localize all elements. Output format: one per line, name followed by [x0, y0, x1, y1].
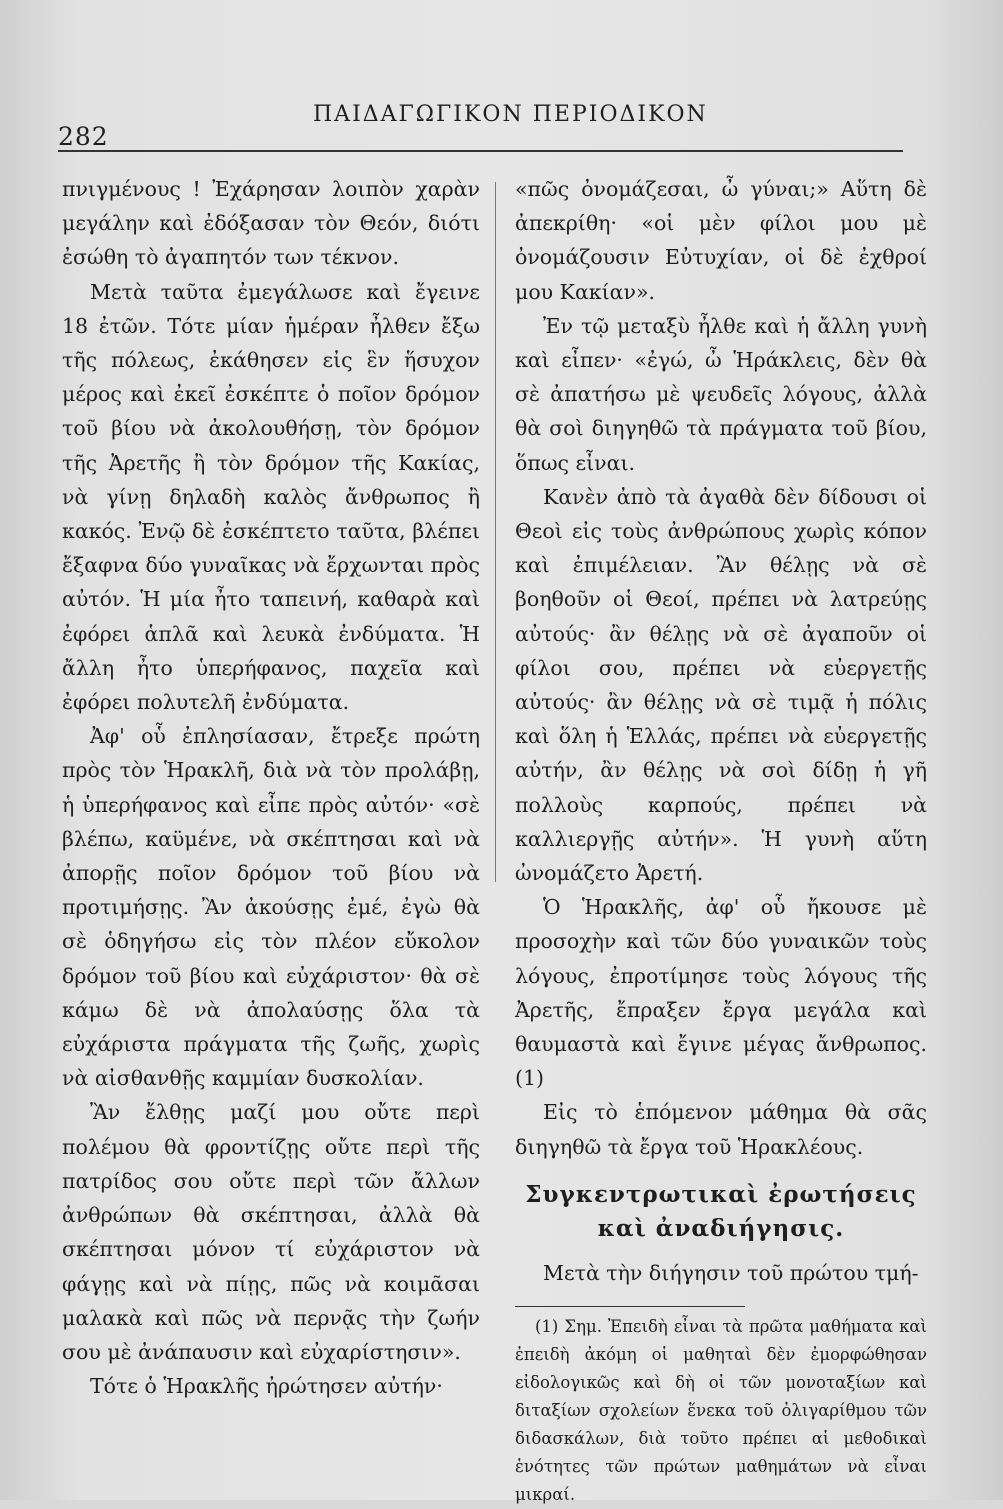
footnote-divider: [515, 1306, 745, 1307]
running-title: ΠΑΙΔΑΓΩΓΙΚΟΝ ΠΕΡΙΟΔΙΚΟΝ: [313, 102, 708, 127]
paragraph: Ὁ Ἡρακλῆς, ἀφ' οὗ ἤκουσε μὲ προσοχὴν καὶ τῶν δύο γυναικῶν τοὺς λόγους, ἐπροτίμησε τοὺς λόγους τῆς Ἀρετῆς, ἔπραξεν ἔργα μεγάλα καὶ θαυμαστὰ καὶ ἔγινε μέγας ἄνθρωπος. (1): [515, 895, 927, 1091]
paragraph: Ἀφ' οὗ ἐπλησίασαν, ἔτρεξε πρώτη πρὸς τὸν Ἡρακλῆ, διὰ νὰ τὸν προλάβῃ, ἡ ὑπερήφανος καὶ εἶπε πρὸς αὐτόν· «σὲ βλέπω, καϋμένε, νὰ σκέπτησαι καὶ νὰ ἀπορῇς ποῖον δρόμον τοῦ βίου νὰ προτιμήσῃς. Ἂν ἀκούσῃς ἐμέ, ἐγὼ θὰ σὲ ὁδηγήσω εἰς τὸν πλέον εὔκολον δρόμον τοῦ βίου καὶ εὐχάριστον· θὰ σὲ κάμω δὲ νὰ ἀπολαύσῃς ὅλα τὰ εὐχάριστα πράγματα τῆς ζωῆς, χωρὶς νὰ αἰσθανθῇς καμμίαν δυσκολίαν.: [62, 724, 480, 1091]
paragraph: «πῶς ὀνομάζεσαι, ὦ γύναι;» Αὕτη δὲ ἀπεκρίθη· «οἱ μὲν φίλοι μου μὲ ὀνομάζουσιν Εὐτυχίαν, οἱ δὲ ἐχθροί μου Κακίαν».: [515, 177, 927, 304]
paragraph: Ἂν ἔλθῃς μαζί μου οὔτε περὶ πολέμου θὰ φροντίζῃς οὔτε περὶ τῆς πατρίδος σου οὔτε περὶ τῶν ἄλλων ἀνθρώπων θὰ σκέπτησαι, ἀλλὰ θὰ σκέπτησαι μόνον τί εὐχάριστον νὰ φάγῃς καὶ νὰ πίῃς, πῶς νὰ κοιμᾶσαι μαλακὰ καὶ πῶς νὰ περνᾷς τὴν ζωήν σου μὲ ἀνάπαυσιν καὶ εὐχαρίστησιν».: [62, 1100, 480, 1364]
footnote: (1) Σημ. Ἐπειδὴ εἶναι τὰ πρῶτα μαθήματα καὶ ἐπειδὴ ἀκόμη οἱ μαθηταὶ δὲν ἐμορφώθησαν εἰδολογικῶς καὶ δὴ οἱ τῶν μονοταξίων καὶ διταξίων σχολείων ἕνεκα τοῦ ὀλιγαρίθμου τῶν διδασκάλων, διὰ τοῦτο πρέπει αἱ μεθοδικαὶ ἑνότητες τῶν πρώτων μαθημάτων νὰ εἶναι μικραί.: [515, 1317, 927, 1505]
paragraph: Ἐν τῷ μεταξὺ ἦλθε καὶ ἡ ἄλλη γυνὴ καὶ εἶπεν· «ἐγώ, ὦ Ἡράκλεις, δὲν θὰ σὲ ἀπατήσω μὲ ψευδεῖς λόγους, ἀλλὰ θὰ σοὶ διηγηθῶ τὰ πράγματα τοῦ βίου, ὅπως εἶναι.: [515, 313, 927, 475]
right-column: [515, 172, 927, 1505]
paragraph: πνιγμένους ! Ἐχάρησαν λοιπὸν χαρὰν μεγάλην καὶ ἐδόξασαν τὸν Θεόν, διότι ἐσώθη τὸ ἀγαπητόν των τέκνον.: [62, 177, 480, 270]
page-header: [58, 100, 903, 152]
paragraph: Εἰς τὸ ἑπόμενον μάθημα θὰ σᾶς διηγηθῶ τὰ ἔργα τοῦ Ἡρακλέους.: [515, 1100, 927, 1159]
paragraph: Μετὰ τὴν διήγησιν τοῦ πρώτου τμή-: [543, 1260, 919, 1285]
paragraph: Κανὲν ἀπὸ τὰ ἀγαθὰ δὲν δίδουσι οἱ Θεοὶ εἰς τοὺς ἀνθρώπους χωρὶς κόπον καὶ ἐπιμέλειαν. Ἂν θέλῃς νὰ σὲ βοηθοῦν οἱ Θεοί, πρέπει νὰ λατρεύῃς αὐτούς· ἂν θέλῃς νὰ σὲ ἀγαποῦν οἱ φίλοι σου, πρέπει νὰ εὐεργετῇς αὐτούς· ἂν θέλῃς νὰ σὲ τιμᾷ ἡ πόλις καὶ ὅλη ἡ Ἑλλάς, πρέπει νὰ εὐεργετῇς αὐτήν, ἂν θέλῃς νὰ σοὶ δίδῃ ἡ γῆ πολλοὺς καρπούς, πρέπει νὰ καλλιεργῇς αὐτήν». Ἡ γυνὴ αὕτη ὠνομάζετο Ἀρετή.: [515, 484, 927, 886]
paragraph: Μετὰ ταῦτα ἐμεγάλωσε καὶ ἔγεινε 18 ἐτῶν. Τότε μίαν ἡμέραν ἦλθεν ἔξω τῆς πόλεως, ἐκάθησεν εἰς ἓν ἥσυχον μέρος καὶ ἐκεῖ ἐσκέπτε ὁ ποῖον δρόμον τοῦ βίου νὰ ἀκολουθήσῃ, τὸν δρόμον τῆς Ἀρετῆς ἢ τὸν δρόμον τῆς Κακίας, νὰ γίνῃ δηλαδὴ καλὸς ἄνθρωπος ἢ κακός. Ἐνῷ δὲ ἐσκέπτετο ταῦτα, βλέπει ἔξαφνα δύο γυναῖκας νὰ ἔρχωνται πρὸς αὐτόν. Ἡ μία ἦτο ταπεινή, καθαρὰ καὶ ἐφόρει ἁπλᾶ καὶ λευκὰ ἐνδύματα. Ἡ ἄλλη ἦτο ὑπερήφανος, παχεῖα καὶ ἐφόρει πολυτελῆ ἐνδύματα.: [62, 279, 480, 715]
left-column: [62, 172, 480, 1412]
section-heading: [515, 1178, 927, 1246]
paragraph: Τότε ὁ Ἡρακλῆς ἠρώτησεν αὐτήν·: [90, 1374, 443, 1399]
page-number: 282: [58, 122, 109, 151]
section-heading-line: καὶ ἀναδιήγησις.: [597, 1214, 845, 1242]
section-heading-line: Συγκεντρωτικαὶ ἐρωτήσεις: [525, 1180, 917, 1208]
column-divider: [495, 182, 496, 882]
